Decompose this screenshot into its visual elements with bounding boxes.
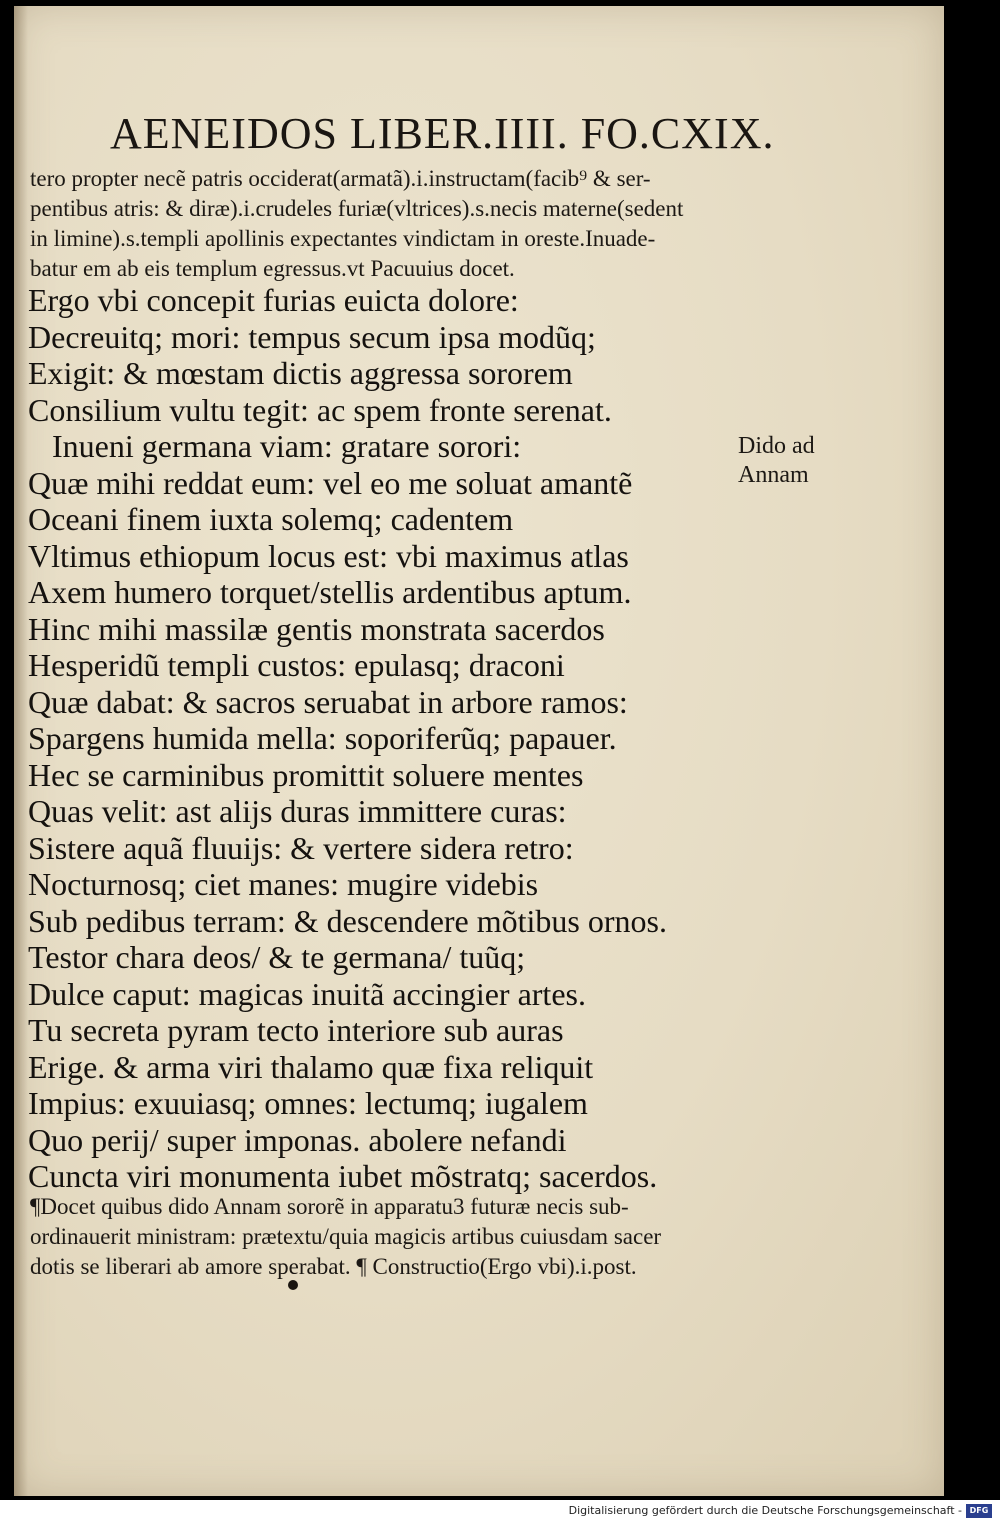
verse-line: Quæ dabat: & sacros seruabat in arbore ramos: <box>28 683 628 720</box>
verse-line: Cuncta viri monumenta iubet mõstratq; sacerdos. <box>28 1158 658 1194</box>
verse-line: Hec se carminibus promittit soluere mentes <box>28 756 584 793</box>
commentary-line: ¶Docet quibus dido Annam sororẽ in apparatu3 futuræ necis sub- <box>30 1194 629 1219</box>
verse-block <box>28 282 728 1195</box>
dfg-logo: DFG <box>966 1504 992 1518</box>
verse-line: Nocturnosq; ciet manes: mugire videbis <box>28 866 539 902</box>
digitization-footer <box>0 1500 1000 1524</box>
verse-line: Erige. & arma viri thalamo quæ fixa reliquit <box>28 1048 594 1085</box>
commentary-bottom <box>30 1192 760 1282</box>
verse-line: Sistere aquã fluuijs: & vertere sidera retro: <box>28 829 574 866</box>
commentary-line: pentibus atris: & diræ).i.crudeles furiæ(vltrices).s.necis materne(sedent <box>30 196 684 221</box>
commentary-line: tero propter necẽ patris occiderat(armatã).i.instructam(facib⁹ & ser- <box>30 166 651 191</box>
marginal-note-line: Dido ad <box>738 433 815 459</box>
verse-line: Quæ mihi reddat eum: vel eo me soluat amantẽ <box>28 464 633 501</box>
verse-line: Dulce caput: magicas inuitã accingier artes. <box>28 975 586 1012</box>
verse-line: Consilium vultu tegit: ac spem fronte serenat. <box>28 391 612 428</box>
verse-line: Inueni germana viam: gratare sorori: <box>52 428 522 464</box>
marginal-note-line: Annam <box>738 462 809 488</box>
verse-line: Hinc mihi massilæ gentis monstrata sacerdos <box>28 610 605 647</box>
verse-line: Spargens humida mella: soporiferũq; papauer. <box>28 720 617 756</box>
verse-line: Sub pedibus terram: & descendere mõtibus ornos. <box>28 902 667 939</box>
commentary-line: in limine).s.templi apollinis expectantes vindictam in oreste.Inuade- <box>30 226 656 251</box>
verse-line: Axem humero torquet/stellis ardentibus aptum. <box>28 574 632 610</box>
funding-credit: Digitalisierung gefördert durch die Deutsche Forschungsgemeinschaft - <box>568 1504 962 1517</box>
verse-line: Tu secreta pyram tecto interiore sub auras <box>28 1012 564 1048</box>
commentary-line: dotis se liberari ab amore sperabat. ¶ Constructio(Ergo vbi).i.post. <box>30 1254 637 1279</box>
marginal-note <box>738 432 815 490</box>
verse-line: Quas velit: ast alijs duras immittere curas: <box>28 793 567 829</box>
verse-line: Exigit: & mœstam dictis aggressa sororem <box>28 355 573 391</box>
verse-line: Ergo vbi concepit furias euicta dolore: <box>28 282 519 318</box>
running-head: AENEIDOS LIBER.IIII. FO.CXIX. <box>110 109 775 158</box>
ink-blot <box>288 1280 298 1290</box>
verse-line: Testor chara deos/ & te germana/ tuũq; <box>28 939 526 975</box>
verse-line: Hesperidũ templi custos: epulasq; draconi <box>28 647 565 683</box>
verse-line: Quo perij/ super imponas. abolere nefandi <box>28 1121 567 1158</box>
page-gutter-shadow <box>14 6 28 1496</box>
commentary-line: ordinauerit ministram: prætextu/quia magicis artibus cuiusdam sacer <box>30 1224 662 1249</box>
verse-line: Oceani finem iuxta solemq; cadentem <box>28 501 514 537</box>
commentary-top <box>30 164 760 284</box>
verse-line: Decreuitq; mori: tempus secum ipsa modũq; <box>28 318 596 355</box>
commentary-line: batur em ab eis templum egressus.vt Pacuuius docet. <box>30 256 515 281</box>
verse-line: Vltimus ethiopum locus est: vbi maximus atlas <box>28 537 629 574</box>
verse-line: Impius: exuuiasq; omnes: lectumq; iugalem <box>28 1085 588 1121</box>
